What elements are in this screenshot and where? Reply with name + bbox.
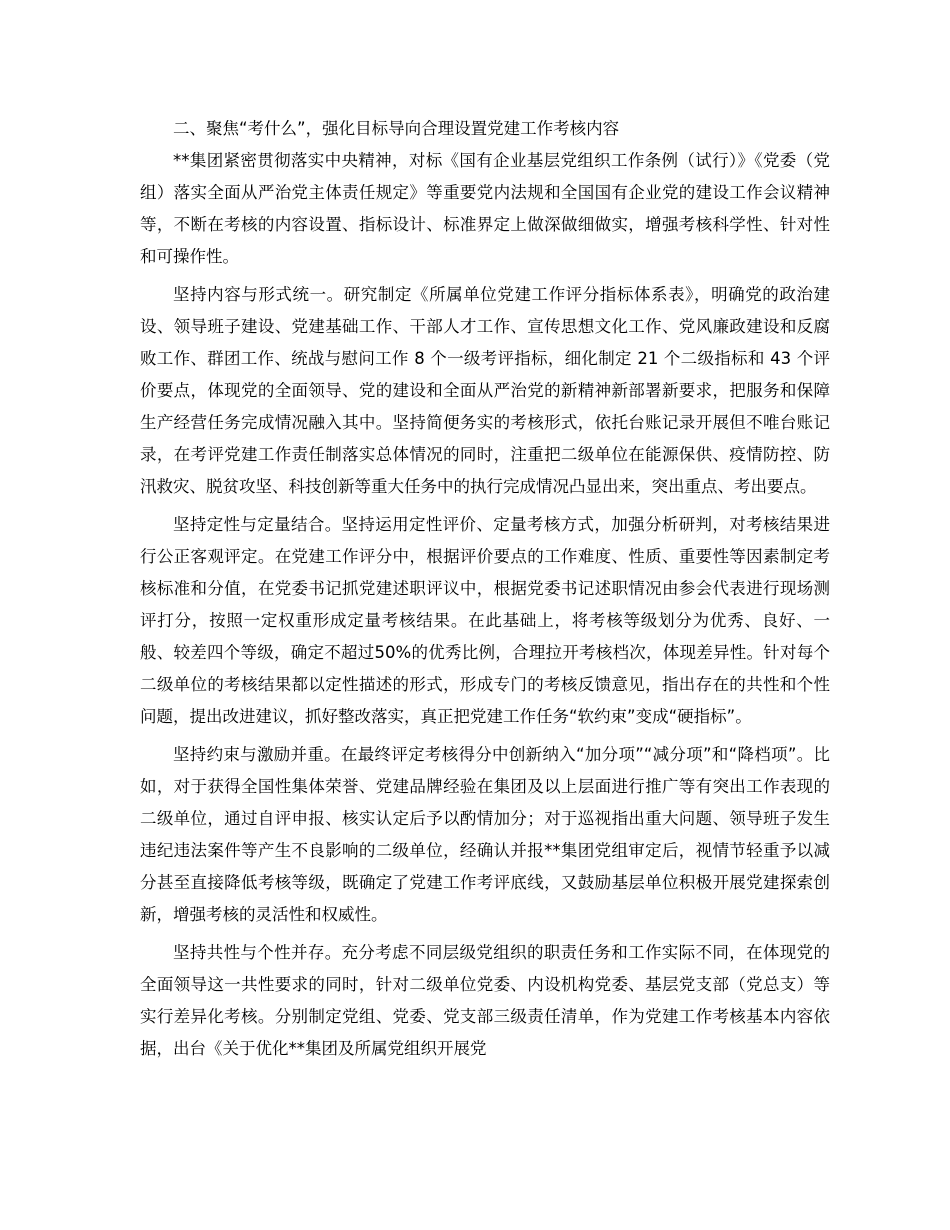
section-heading: 二、聚焦“考什么”，强化目标导向合理设置党建工作考核内容 bbox=[173, 119, 620, 138]
paragraph-commonality-individuality: 坚持共性与个性并存。充分考虑不同层级党组织的职责任务和工作实际不同，在体现党的全面领导这一共性要求的同时，针对二级单位党委、内设机构党委、基层党支部（党总支）等实行差异化考核。分别制定党组、党委、党支部三级责任清单，作为党建工作考核基本内容依据，出台《关于优化**集团及所属党组织开展党 bbox=[140, 943, 830, 1058]
paragraph-intro: **集团紧密贯彻落实中央精神，对标《国有企业基层党组织工作条例（试行）》《党委（党组）落实全面从严治党主体责任规定》等重要党内法规和全国国有企业党的建设工作会议精神等，不断在考核的内容设置、指标设计、标准界定上做深做细做实，增强考核科学性、针对性和可操作性。 bbox=[140, 151, 830, 266]
paragraph-qualitative-quantitative: 坚持定性与定量结合。坚持运用定性评价、定量考核方式，加强分析研判，对考核结果进行公正客观评定。在党建工作评分中，根据评价要点的工作难度、性质、重要性等因素制定考核标准和分值，在党委书记抓党建述职评议中，根据党委书记述职情况由参会代表进行现场测评打分，按照一定权重形成定量考核结果。在此基础上，将考核等级划分为优秀、良好、一般、较差四个等级，确定不超过50%的优秀比例，合理拉开考核档次，体现差异性。针对每个二级单位的考核结果都以定性描述的形式，形成专门的考核反馈意见，指出存在的共性和个性问题，提出改进建议，抓好整改落实，真正把党建工作任务“软约束”变成“硬指标”。 bbox=[140, 515, 830, 726]
paragraph-content-form: 坚持内容与形式统一。研究制定《所属单位党建工作评分指标体系表》，明确党的政治建设、领导班子建设、党建基础工作、干部人才工作、宣传思想文化工作、党风廉政建设和反腐败工作、群团工作、统战与慰问工作 8 个一级考评指标，细化制定 21 个二级指标和 43 个评价要点，体现党的全面领导、党的建设和全面从严治党的新精神新部署新要求，把服务和保障生产经营任务完成情况融入其中。坚持简便务实的考核形式，依托台账记录开展但不唯台账记录，在考评党建工作责任制落实总体情况的同时，注重把二级单位在能源保供、疫情防控、防汛救灾、脱贫攻坚、科技创新等重大任务中的执行完成情况凸显出来，突出重点、考出要点。 bbox=[140, 285, 830, 496]
paragraph-constraint-incentive: 坚持约束与激励并重。在最终评定考核得分中创新纳入“加分项”“减分项”和“降档项”。比如，对于获得全国性集体荣誉、党建品牌经验在集团及以上层面进行推广等有突出工作表现的二级单位，通过自评申报、核实认定后予以酌情加分；对于巡视指出重大问题、领导班子发生违纪违法案件等产生不良影响的二级单位，经确认并报**集团党组审定后，视情节轻重予以减分甚至直接降低考核等级，既确定了党建工作考评底线，又鼓励基层单位积极开展党建探索创新，增强考核的灵活性和权威性。 bbox=[140, 745, 830, 924]
document-page bbox=[140, 113, 830, 1065]
